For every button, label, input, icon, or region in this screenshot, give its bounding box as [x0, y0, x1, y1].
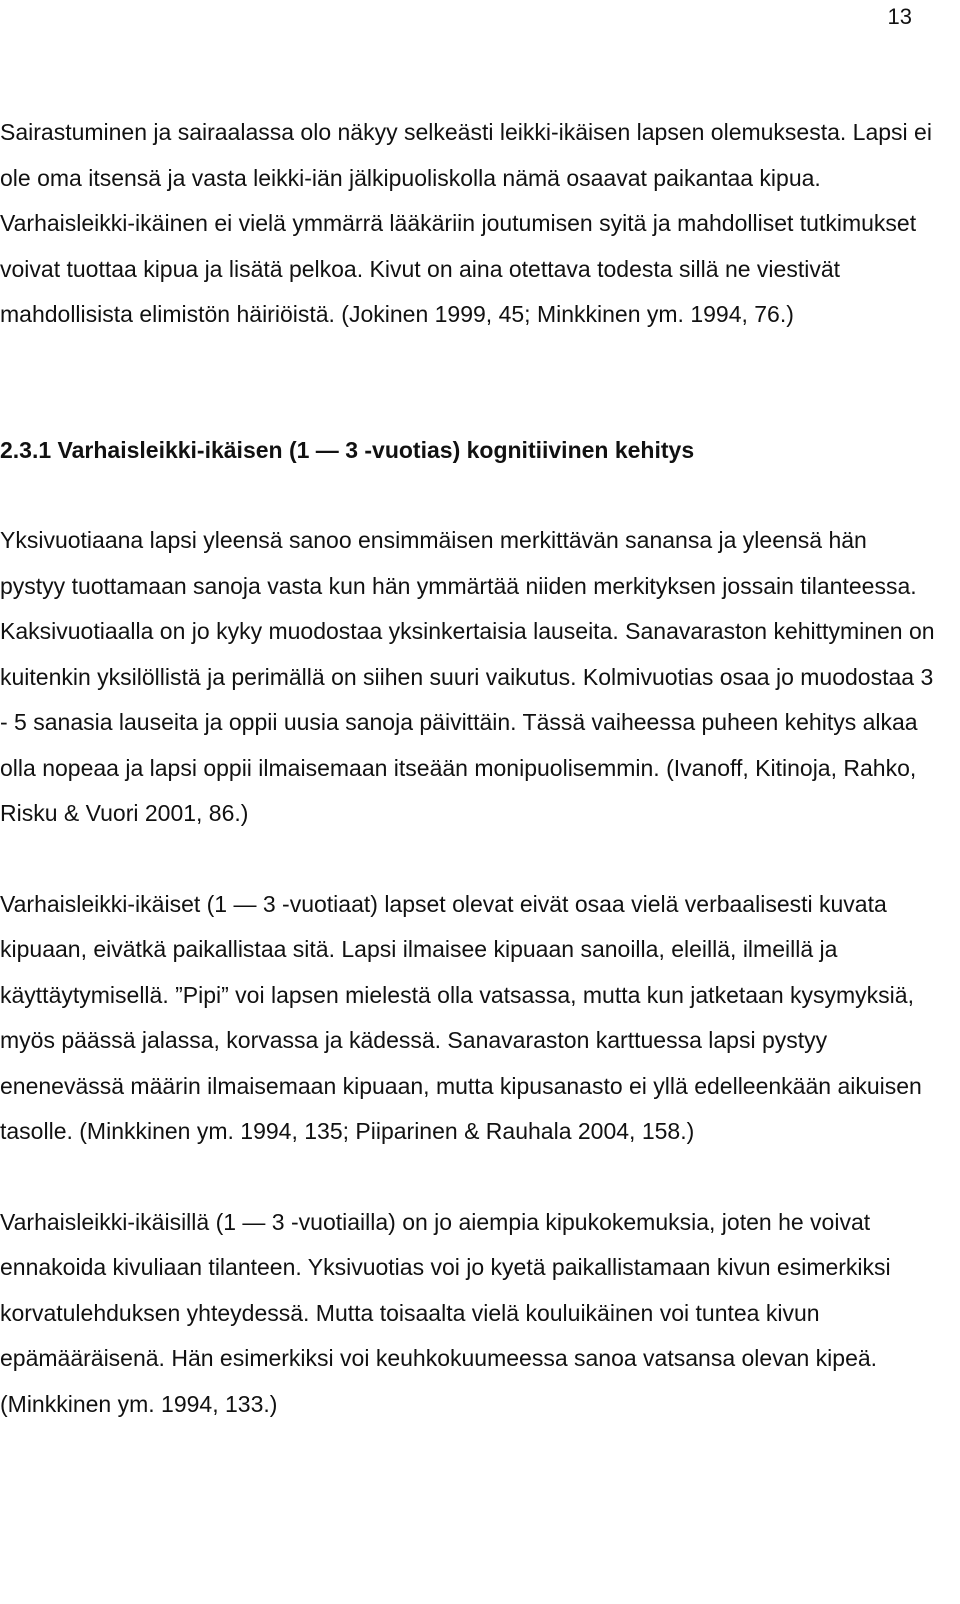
spacer — [0, 837, 936, 882]
spacer — [0, 338, 936, 428]
paragraph-pain-expression: Varhaisleikki-ikäiset (1 — 3 -vuotiaat) lapset olevat eivät osaa vielä verbaalisesti kuvata kipuaan, eivätkä paikallistaa sitä. Lapsi ilmaisee kipuaan sanoilla, eleillä, ilmeillä ja käyttäytymisellä. ”Pipi” voi lapsen mielestä olla vatsassa, mutta kun jatketaan kysymyksiä, myös päässä jalassa, korvassa ja kädessä. Sanavaraston karttuessa lapsi pystyy enenevässä määrin ilmaisemaan kipuaan, mutta kipusanasto ei yllä edelleenkään aikuisen tasolle. (Minkkinen ym. 1994, 135; Piiparinen & Rauhala 2004, 158.) — [0, 890, 922, 1144]
spacer — [0, 1155, 936, 1200]
spacer — [0, 473, 936, 518]
paragraph-language-development: Yksivuotiaana lapsi yleensä sanoo ensimmäisen merkittävän sanansa ja yleensä hän pystyy tuottamaan sanoja vasta kun hän ymmärtää niiden merkityksen jossain tilanteessa. Kaksivuotiaalla on jo kyky muodostaa yksinkertaisia lauseita. Sanavaraston kehittyminen on kuitenkin yksilöllistä ja perimällä on siihen suuri vaikutus. Kolmivuotias osaa jo muodostaa 3 - 5 sanasia lauseita ja oppii uusia sanoja päivittäin. Tässä vaiheessa puheen kehitys alkaa olla nopeaa ja lapsi oppii ilmaisemaan itseään monipuolisemmin. (Ivanoff, Kitinoja, Rahko, Risku & Vuori 2001, 86.) — [0, 527, 935, 826]
page-number: 13 — [887, 4, 912, 29]
document-body — [0, 110, 936, 1427]
paragraph-hospitalization: Sairastuminen ja sairaalassa olo näkyy selkeästi leikki-ikäisen lapsen olemuksesta. Lapsi ei ole oma itsensä ja vasta leikki-iän jälkipuoliskolla nämä osaavat paikantaa kipua. Varhaisleikki-ikäinen ei vielä ymmärrä lääkäriin joutumisen syitä ja mahdolliset tutkimukset voivat tuottaa kipua ja lisätä pelkoa. Kivut on aina otettava todesta sillä ne viestivät mahdollisista elimistön häiriöistä. (Jokinen 1999, 45; Minkkinen ym. 1994, 76.) — [0, 119, 932, 327]
paragraph-pain-experiences: Varhaisleikki-ikäisillä (1 — 3 -vuotiailla) on jo aiempia kipukokemuksia, joten he voivat ennakoida kivuliaan tilanteen. Yksivuotias voi jo kyetä paikallistamaan kivun esimerkiksi korvatulehduksen yhteydessä. Mutta toisaalta vielä kouluikäinen voi tuntea kivun epämääräisenä. Hän esimerkiksi voi keuhkokuumeessa sanoa vatsansa olevan kipeä. (Minkkinen ym. 1994, 133.) — [0, 1208, 891, 1417]
section-heading: 2.3.1 Varhaisleikki-ikäisen (1 — 3 -vuotias) kognitiivinen kehitys — [0, 436, 695, 463]
